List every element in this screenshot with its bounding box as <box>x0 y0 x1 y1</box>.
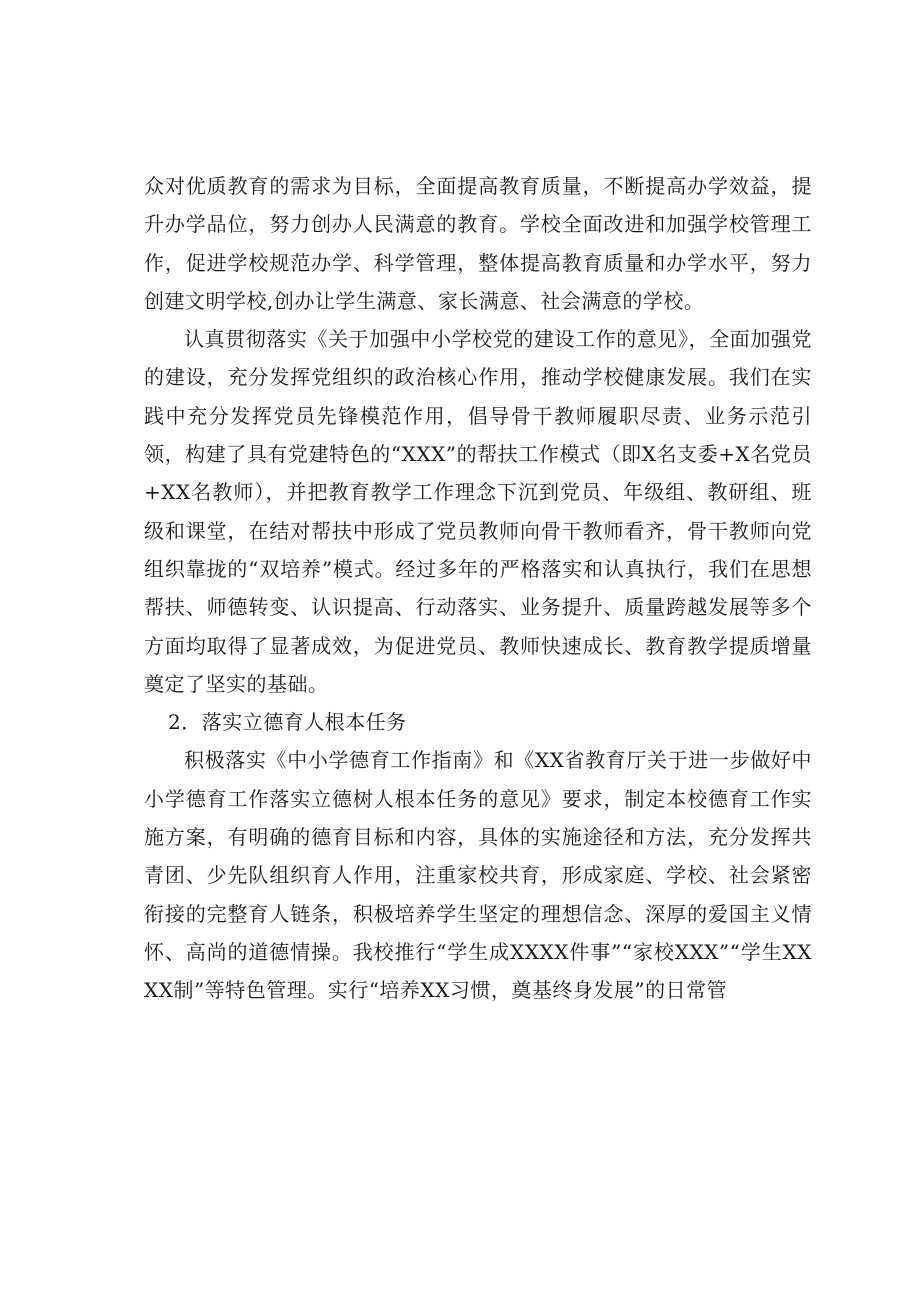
paragraph-moral-education: 积极落实《中小学德育工作指南》和《XX省教育厅关于进一步做好中小学德育工作落实立德树人根本任务的意见》要求，制定本校德育工作实施方案，有明确的德育目标和内容，具体的实施途径和方法，充分发挥共青团、少先队组织育人作用，注重家校共育，形成家庭、学校、社会紧密衔接的完整育人链条，积极培养学生坚定的理想信念、深厚的爱国主义情怀、高尚的道德情操。我校推行“学生成XXXX件事”“家校XXX”“学生XXXX制”等特色管理。实行“培养XX习惯，奠基终身发展”的日常管 <box>144 748 812 1003</box>
paragraph-continuation: 众对优质教育的需求为目标，全面提高教育质量，不断提高办学效益，提升办学品位，努力创办人民满意的教育。学校全面改进和加强学校管理工作，促进学校规范办学、科学管理，整体提高教育质量和办学水平，努力创建文明学校,创办让学生满意、家长满意、社会满意的学校。 <box>144 174 812 313</box>
paragraph-party-building: 认真贯彻落实《关于加强中小学校党的建设工作的意见》，全面加强党的建设，充分发挥党组织的政治核心作用，推动学校健康发展。我们在实践中充分发挥党员先锋模范作用，倡导骨干教师履职尽责、业务示范引领，构建了具有党建特色的“XXX”的帮扶工作模式（即X名支委+X名党员+XX名教师），并把教育教学工作理念下沉到党员、年级组、教研组、班级和课堂，在结对帮扶中形成了党员教师向骨干教师看齐，骨干教师向党组织靠拢的“双培养”模式。经过多年的严格落实和认真执行，我们在思想帮扶、师德转变、认识提高、行动落实、业务提升、质量跨越发展等多个方面均取得了显著成效，为促进党员、教师快速成长、教育教学提质增量奠定了坚实的基础。 <box>144 327 812 696</box>
section-heading: 2．落实立德育人根本任务 <box>168 710 407 735</box>
document-body <box>144 167 812 1010</box>
